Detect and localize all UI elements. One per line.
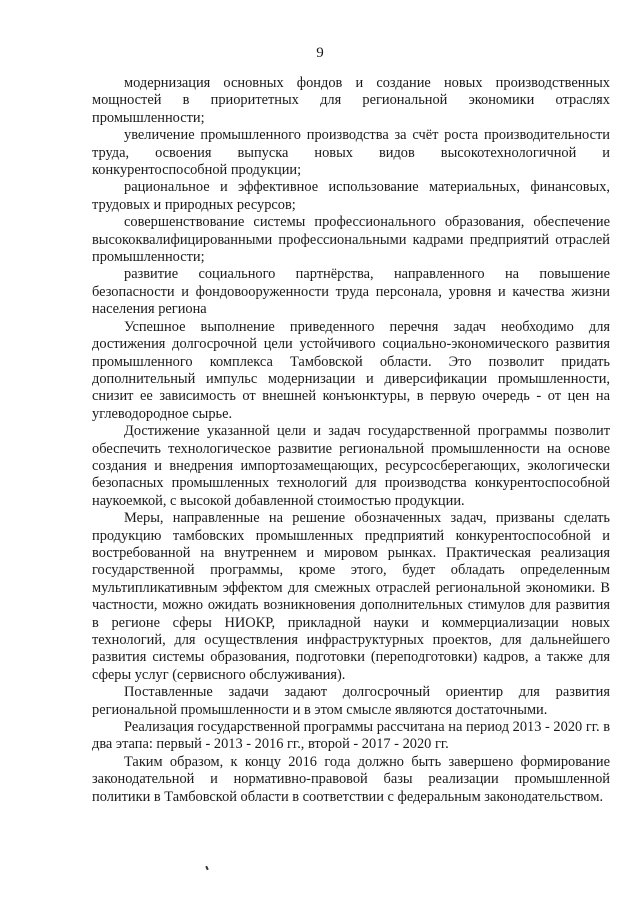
paragraph: увеличение промышленного производства за счёт роста производительности труда, освоения выпуска новых видов высокотехнологичной и конкурентоспособной продукции;	[92, 127, 610, 179]
document-body	[92, 75, 610, 806]
paragraph: Достижение указанной цели и задач государственной программы позволит обеспечить технологическое развитие региональной промышленности на основе создания и внедрения импортозамещающих, ресурсосберегающих, экологически безопасных промышленных технологий для производства конкурентоспособной наукоемкой, с высокой добавленной стоимостью продукции.	[92, 423, 610, 509]
scan-speck	[205, 866, 209, 870]
paragraph: развитие социального партнёрства, направленного на повышение безопасности и фондовооруженности труда персонала, уровня и качества жизни населения региона	[92, 266, 610, 318]
paragraph: Меры, направленные на решение обозначенных задач, призваны сделать продукцию тамбовских промышленных предприятий конкурентоспособной и востребованной на внутреннем и мировом рынках. Практическая реализация государственной программы, кроме этого, будет обладать определенным мультипликативным эффектом для смежных отраслей региональной экономики. В частности, можно ожидать возникновения дополнительных стимулов для развития в регионе сферы НИОКР, прикладной науки и коммерциализации новых технологий, для осуществления инфраструктурных проектов, для дальнейшего развития системы образования, подготовки (переподготовки) кадров, а также для сферы услуг (сервисного обслуживания).	[92, 510, 610, 683]
paragraph: совершенствование системы профессионального образования, обеспечение высококвалифицированными профессиональными кадрами предприятий отраслей промышленности;	[92, 214, 610, 266]
paragraph: Поставленные задачи задают долгосрочный ориентир для развития региональной промышленности и в этом смысле являются достаточными.	[92, 684, 610, 718]
paragraph: рациональное и эффективное использование материальных, финансовых, трудовых и природных ресурсов;	[92, 179, 610, 213]
paragraph: модернизация основных фондов и создание новых производственных мощностей в приоритетных для региональной экономики отраслях промышленности;	[92, 75, 610, 126]
paragraph: Успешное выполнение приведенного перечня задач необходимо для достижения долгосрочной цели устойчивого социально-экономического развития промышленного комплекса Тамбовской области. Это позволит придать дополнительный импульс модернизации и диверсификации промышленности, снизит ее зависимость от внешней конъюнктуры, в первую очередь - от цен на углеводородное сырье.	[92, 318, 610, 422]
paragraph: Таким образом, к концу 2016 года должно быть завершено формирование законодательной и нормативно-правовой базы реализации промышленной политики в Тамбовской области в соответствии с федеральным законодательством.	[92, 753, 610, 805]
paragraph: Реализация государственной программы рассчитана на период 2013 - 2020 гг. в два этапа: первый - 2013 - 2016 гг., второй - 2017 - 2020 гг.	[92, 719, 610, 753]
page-number: 9	[316, 45, 324, 61]
